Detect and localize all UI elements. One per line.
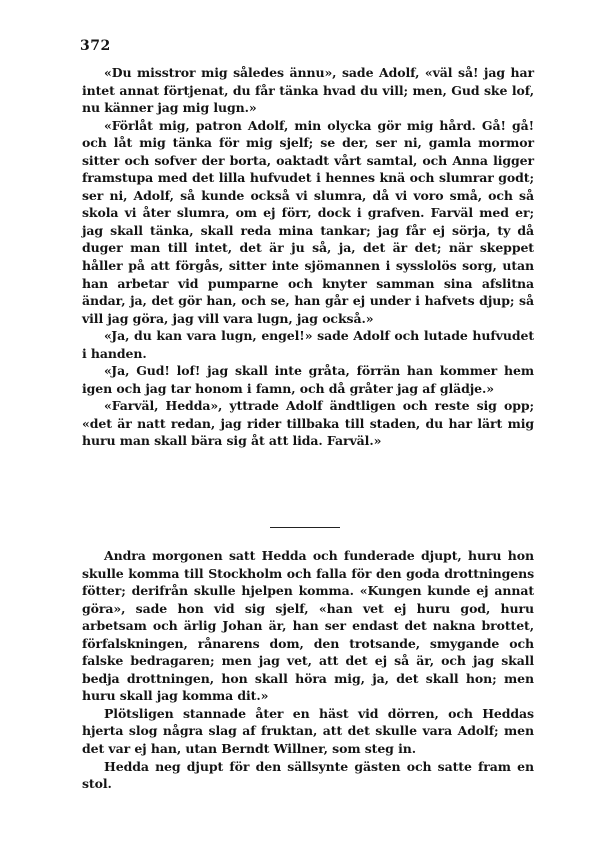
paragraph: «Ja, Gud! lof! jag skall inte gråta, förrän han kommer hem igen och jag tar honom i famn, och då gråter jag af glädje.» <box>82 363 534 396</box>
text-section-dialogue <box>82 64 534 450</box>
paragraph: «Farväl, Hedda», yttrade Adolf ändtligen och reste sig opp; «det är natt redan, jag rider tillbaka till staden, du har lärt mig huru man skall bära sig åt att lida. Farväl.» <box>82 398 534 449</box>
paragraph: Plötsligen stannade åter en häst vid dörren, och Heddas hjerta slog några slag af fruktan, att det skulle vara Adolf; men det var ej han, utan Berndt Willner, som steg in. <box>82 705 534 757</box>
paragraph: Andra morgonen satt Hedda och funderade djupt, huru hon skulle komma till Stockholm och falla för den goda drottningens fötter; derifrån skulle hjelpen komma. «Kungen kunde ej annat göra», sade hon vid sig sjelf, «han vet ej huru god, huru arbetsam och ärlig Johan är, han ser endast det nakna brottet, förfalskningen, rånarens dom, den trotsande, smygande och falske bedragaren; men jag vet, att det ej så är, och jag skall bedja drottningen, hon skall höra mig, ja, det skall hon; men huru skall jag komma dit.» <box>82 548 534 704</box>
section-divider <box>270 527 340 528</box>
text-section-narrative <box>82 547 534 793</box>
paragraph: Hedda neg djupt för den sällsynte gästen och satte fram en stol. <box>82 758 534 792</box>
paragraph: «Förlåt mig, patron Adolf, min olycka gör mig hård. Gå! gå! och låt mig tänka för mig sjelf; se der, ser ni, gamla mormor sitter och sofver der borta, oaktadt vårt samtal, och Anna ligger framstupa med det lilla hufvudet i hennes knä och slumrar godt; ser ni, Adolf, så kunde också vi slumra, då vi voro små, och så skola vi åter slumra, om ej förr, dock i grafven. Farväl med er; jag skall tänka, skall reda mina tankar; jag får ej sörja, ty då duger man till intet, det är ju så, ja, det är det; när skeppet håller på att förgås, sitter inte sjömannen i sysslolös sorg, utan han arbetar vid pumparne och knyter samman sina afslitna ändar, ja, det gör han, och se, han går ej under i hafvets djup; så vill jag göra, jag vill vara lugn, jag också.» <box>82 117 534 326</box>
page-number: 372 <box>80 38 111 54</box>
paragraph: «Du misstror mig således ännu», sade Adolf, «väl så! jag har intet annat förtjenat, du får tänka hvad du vill; men, Gud ske lof, nu känner jag mig lugn.» <box>82 65 534 116</box>
paragraph: «Ja, du kan vara lugn, engel!» sade Adolf och lutade hufvudet i handen. <box>82 328 534 361</box>
